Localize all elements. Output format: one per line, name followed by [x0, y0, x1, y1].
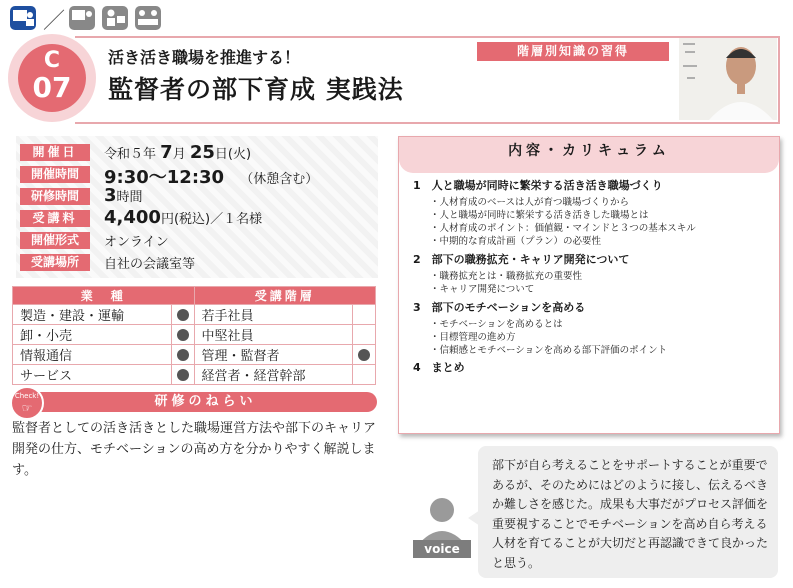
filled-dot-icon [177, 349, 189, 361]
format-label: 開催形式 [20, 232, 90, 249]
curriculum-item: ・キャリア開発について [430, 284, 535, 295]
time-range: 9:30～12:30 [104, 167, 225, 188]
curriculum-item: ・職務拡充とは・職務拡充の重要性 [430, 271, 583, 282]
curriculum-section-title: 2 部下の職務拡充・キャリア開発について [413, 253, 630, 266]
aim-text: 監督者としての活き活きとした職場運営方法や部下のキャリア開発の仕方、モチベーションの高め方を分かりやすく解説します。 [12, 421, 377, 478]
level-cell: 経営者・経営幹部 [194, 365, 353, 385]
level-mark [353, 305, 376, 325]
industry-cell: 製造・建設・運輸 [13, 305, 172, 325]
online-icon [10, 6, 36, 30]
divider-slash: ／ [43, 9, 66, 34]
check-label: Check! [14, 392, 40, 400]
date-month-unit: 月 [172, 147, 186, 162]
format-value: オンライン [104, 235, 169, 250]
date-day: 25 [189, 142, 215, 163]
filled-dot-icon [177, 329, 189, 341]
lecture-icon [69, 6, 95, 30]
level-cell: 中堅社員 [194, 325, 353, 345]
curriculum-item: ・中期的な育成計画（プラン）の必要性 [430, 236, 602, 247]
date-value [104, 142, 251, 163]
course-code-badge [18, 44, 86, 112]
target-table [12, 286, 376, 385]
date-era: 令和５年 [104, 147, 157, 162]
industry-mark [171, 305, 194, 325]
hours-label: 研修時間 [20, 188, 90, 205]
date-label: 開催日 [20, 144, 90, 161]
curriculum-section-title: 1 人と職場が同時に繁栄する活き活き職場づくり [413, 179, 663, 192]
course-title: 監督者の部下育成 実践法 [108, 75, 404, 104]
fee-label: 受講料 [20, 210, 90, 227]
industry-mark [171, 345, 194, 365]
industry-mark [171, 325, 194, 345]
industry-cell: サービス [13, 365, 172, 385]
voice-bubble-tail [468, 510, 480, 526]
level-header: 受講階層 [194, 287, 376, 305]
curriculum-item: ・信頼感とモチベーションを高める部下評価のポイント [430, 345, 668, 356]
hours-value [104, 185, 143, 206]
aim-header: 研修のねらい [34, 392, 377, 412]
curriculum-item: ・目標管理の進め方 [430, 332, 516, 343]
table-row [13, 365, 376, 385]
curriculum-section-title: 3 部下のモチベーションを高める [413, 301, 586, 314]
voice-text: 部下が自ら考えることをサポートすることが重要であるが、そのためにはどのように接し、伝えるべきか難しさを感じた。成果も大事だがプロセス評価を重要視することでモチベーションを高め自ら考える人材を育てることが大切だと再認識できて良かったと思う。 [492, 458, 769, 570]
voice-avatar [413, 490, 471, 558]
course-subtitle: 活き活き職場を推進する！ [108, 48, 301, 67]
curriculum-item: ・人材育成のベースは人が育つ職場づくりから [430, 197, 630, 208]
level-cell: 管理・監督者 [194, 345, 353, 365]
curriculum-panel [398, 136, 780, 434]
course-code-number: 07 [32, 71, 72, 104]
level-mark [353, 365, 376, 385]
curriculum-item: ・人と職場が同時に繁栄する活き活きした職場とは [430, 210, 649, 221]
level-cell: 若手社員 [194, 305, 353, 325]
fee-value [104, 207, 262, 228]
course-code-letter: C [43, 48, 61, 73]
table-row [13, 325, 376, 345]
instructor-photo [679, 38, 777, 120]
curriculum-item: ・モチベーションを高めるとは [430, 319, 563, 330]
filled-dot-icon [358, 349, 370, 361]
table-row [13, 305, 376, 325]
hours-number: 3 [104, 185, 117, 206]
group-work-icon [135, 6, 161, 30]
place-label: 受講場所 [20, 254, 90, 271]
date-day-unit: 日(火) [214, 147, 252, 162]
industry-mark [171, 365, 194, 385]
trainer-icon [102, 6, 128, 30]
fee-number: 4,400 [104, 207, 161, 228]
level-mark [353, 325, 376, 345]
curriculum-item: ・人材育成のポイント：価値観・マインドと３つの基本スキル [430, 223, 696, 234]
curriculum-section-title: 4 まとめ [413, 361, 465, 374]
category-tag: 階層別知識の習得 [477, 42, 669, 61]
voice-label: voice [424, 542, 460, 556]
curriculum-header: 内容・カリキュラム [399, 137, 779, 173]
date-month: 7 [160, 142, 173, 163]
industry-cell: 情報通信 [13, 345, 172, 365]
filled-dot-icon [177, 309, 189, 321]
pointing-hand-icon: ☞ [21, 401, 33, 415]
level-mark [353, 345, 376, 365]
fee-unit: 円(税込)／１名様 [160, 212, 263, 227]
industry-header: 業 種 [13, 287, 195, 305]
time-label: 開催時間 [20, 166, 90, 183]
industry-cell: 卸・小売 [13, 325, 172, 345]
hours-unit: 時間 [116, 190, 143, 205]
filled-dot-icon [177, 369, 189, 381]
table-row [13, 345, 376, 365]
check-icon [10, 386, 44, 420]
time-note: （休憩含む） [240, 172, 319, 187]
place-value: 自社の会議室等 [104, 257, 196, 272]
